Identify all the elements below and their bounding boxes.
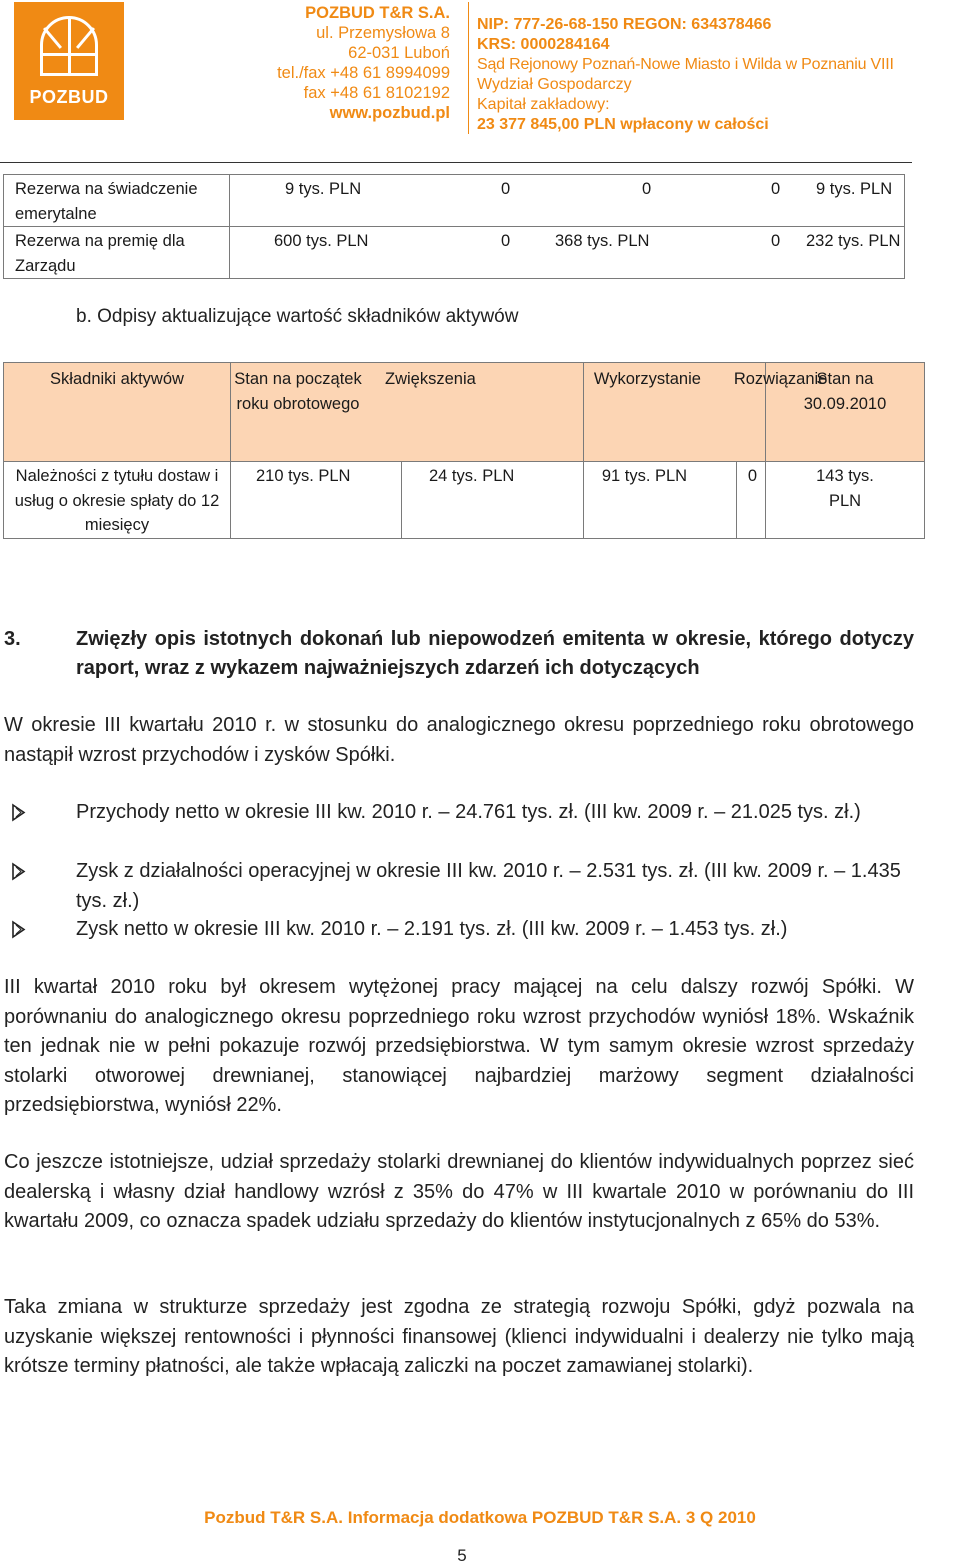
section-title: Zwięzły opis istotnych dokonań lub niepowodzeń emitenta w okresie, którego dotyczy raport, wraz z wykazem najważniejszych zdarzeń ich dotyczących <box>76 628 914 679</box>
section-number: 3. <box>4 628 21 650</box>
row-label: Należności z tytułu dostaw i usług o okresie spłaty do 12 miesięcy <box>4 462 231 539</box>
company-website[interactable]: www.pozbud.pl <box>329 104 450 122</box>
table-cell: 0 <box>501 232 511 250</box>
table-cell: 368 tys. PLN <box>555 232 650 250</box>
table-cell: 9 tys. PLN <box>816 180 893 198</box>
column-header-group <box>231 363 584 462</box>
table-cell: 0 <box>501 180 511 198</box>
header-rule <box>0 162 912 163</box>
write-downs-table <box>3 362 925 539</box>
table-cell: 0 <box>771 232 781 250</box>
paragraph: Co jeszcze istotniejsze, udział sprzedaży stolarki drewnianej do klientów indywidualnych poprzez sieć dealerską i własny dział handlowy wzrósł z 35% do 47% w III kwartale 2010 w porównaniu do III kwartału 2009, co oznacza spadek udziału sprzedaży do klientów instytucjonalnych z 65% do 53%. <box>4 1151 914 1232</box>
company-street: ul. Przemysłowa 8 <box>316 24 450 42</box>
table-cell: 24 tys. PLN <box>402 462 584 539</box>
column-header: Rozwiązanie <box>733 370 828 388</box>
table-cell: 232 tys. PLN <box>806 232 901 250</box>
arrow-bullet-icon <box>4 798 34 827</box>
section-b-title: b. Odpisy aktualizujące wartość składników aktywów <box>76 306 519 327</box>
column-header: Zwiększenia <box>385 370 476 388</box>
column-header: Wykorzystanie <box>593 370 701 388</box>
bullet-text: Zysk netto w okresie III kw. 2010 r. – 2.191 tys. zł. (III kw. 2009 r. – 1.453 tys. zł.) <box>76 918 788 940</box>
row-values <box>230 175 905 227</box>
company-logo <box>14 2 124 120</box>
row-values <box>230 227 905 279</box>
list-item <box>4 798 914 828</box>
table-cell: 600 tys. PLN <box>274 232 369 250</box>
section-3-heading <box>4 625 914 683</box>
nip-regon: NIP: 777-26-68-150 REGON: 634378466 <box>477 16 772 33</box>
company-city: 62-031 Luboń <box>348 44 450 62</box>
registry-court: Sąd Rejonowy Poznań-Nowe Miasto i Wilda w Poznaniu VIII <box>477 56 894 73</box>
row-label-text: Rezerwa na świadczenie emerytalne <box>15 180 198 223</box>
page-number: 5 <box>457 1546 467 1565</box>
provisions-table <box>3 174 905 279</box>
arrow-bullet-icon <box>4 915 34 944</box>
header-divider <box>468 2 469 134</box>
row-label <box>4 175 230 227</box>
intro-paragraph: W okresie III kwartału 2010 r. w stosunku do analogicznego okresu poprzedniego roku obrotowego nastąpił wzrost przychodów i zysków Spółki. <box>4 714 914 766</box>
bullet-text: Przychody netto w okresie III kw. 2010 r. – 24.761 tys. zł. (III kw. 2009 r. – 21.025 tys. zł.) <box>76 801 861 823</box>
table-cell: 0 <box>736 462 765 539</box>
paragraph: Taka zmiana w strukturze sprzedaży jest zgodna ze strategią rozwoju Spółki, gdyż pozwala na uzyskanie większej rentowności i płynności finansowej (klienci indywidualni i dealerzy nie tylko mają krótsze terminy płatności, ale także wpłacają zaliczki na poczet zamawianej stolarki). <box>4 1296 914 1377</box>
table-cell: 0 <box>771 180 781 198</box>
table-cell: 210 tys. PLN <box>231 462 402 539</box>
table-row <box>4 175 905 227</box>
table-cell: 0 <box>642 180 652 198</box>
column-header: Składniki aktywów <box>4 363 231 462</box>
company-name: POZBUD T&R S.A. <box>305 4 450 22</box>
column-header: Stan na 30.09.2010 <box>766 363 925 462</box>
capital-value: 23 377 845,00 PLN wpłacony w całości <box>477 116 769 133</box>
capital-label: Kapitał zakładowy: <box>477 96 610 113</box>
table-row <box>4 227 905 279</box>
company-registration <box>477 15 957 135</box>
row-label-text: Rezerwa na premię dla Zarządu <box>15 232 185 275</box>
table-cell: 91 tys. PLN <box>583 462 736 539</box>
table-header-row <box>4 363 925 462</box>
registry-department: Wydział Gospodarczy <box>477 76 632 93</box>
bullet-text: Zysk z działalności operacyjnej w okresie III kw. 2010 r. – 2.531 tys. zł. (III kw. 2009 r. – 1.435 tys. zł.) <box>76 860 901 912</box>
window-logo-icon <box>40 16 98 76</box>
table-row <box>4 462 925 539</box>
list-item <box>4 857 914 916</box>
paragraph: III kwartał 2010 roku był okresem wytężonej pracy mającej na celu dalszy rozwój Spółki. W porównaniu do analogicznego okresu poprzedniego roku wzrost przychodów wyniósł 18%. Wskaźnik ten jednak nie w pełni pokazuje rozwój przedsiębiorstwa. W tym samym okresie wzrost sprzedaży stolarki otworowej drewnianej, stanowiącej najbardziej marżowy segment działalności przedsiębiorstwa, wyniósł 22%. <box>4 976 914 1116</box>
page-footer: Pozbud T&R S.A. Informacja dodatkowa POZBUD T&R S.A. 3 Q 2010 <box>204 1508 756 1527</box>
logo-text: POZBUD <box>29 87 109 107</box>
column-header: Stan na początek roku obrotowego <box>234 370 362 413</box>
arrow-bullet-icon <box>4 857 34 886</box>
column-header-group <box>583 363 828 462</box>
row-label <box>4 227 230 279</box>
company-tel: tel./fax +48 61 8994099 <box>277 64 450 82</box>
list-item <box>4 915 914 945</box>
company-fax: fax +48 61 8102192 <box>303 84 450 102</box>
krs-number: KRS: 0000284164 <box>477 36 610 53</box>
table-cell: 9 tys. PLN <box>285 180 362 198</box>
table-cell: 143 tys. PLN <box>766 462 925 539</box>
company-address <box>180 3 450 123</box>
